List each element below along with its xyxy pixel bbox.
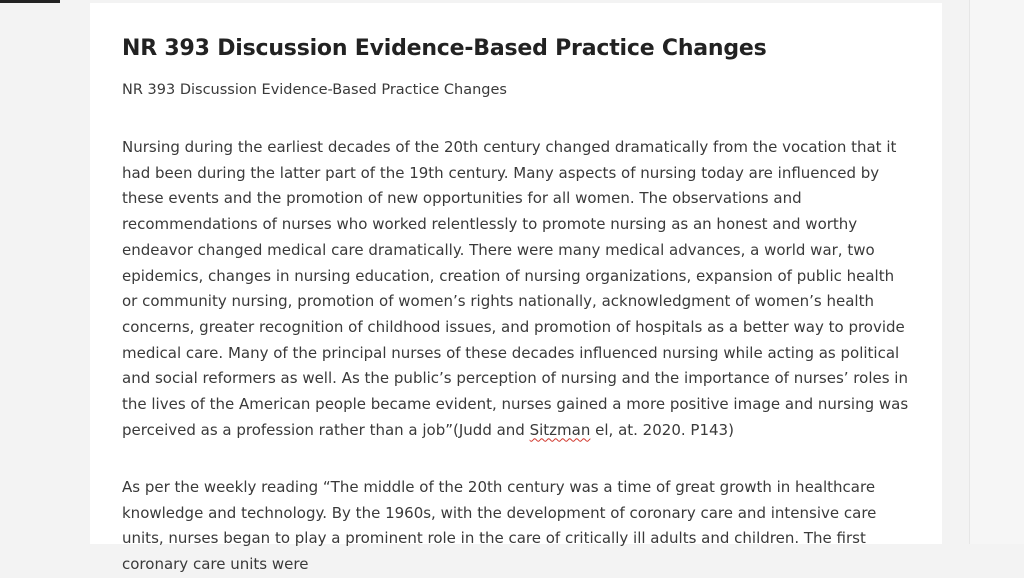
- article-subtitle: NR 393 Discussion Evidence-Based Practice Changes: [122, 82, 507, 98]
- paragraph-1-text: Nursing during the earliest decades of the 20th century changed dramatically from the vocation that it had been during the latter part of the 19th century. Many aspects of nursing today are influenced by these events and the promotion of new opportunities for all women. The observations and recommendations of nurses who worked relentlessly to promote nursing as an honest and worthy endeavor changed medical care dramatically. There were many medical advances, a world war, two epidemics, changes in nursing education, creation of nursing organizations, expansion of public health or community nursing, promotion of women’s rights nationally, acknowledgment of women’s health concerns, greater recognition of childhood issues, and promotion of hospitals as a better way to provide medical care. Many of the principal nurses of these decades influenced nursing while acting as political and social reformers as well. As the public’s perception of nursing and the importance of nurses’ roles in the lives of the American people became evident, nurses gained a more positive image and nursing was perceived as a profession rather than a job”(Judd and: [122, 138, 909, 439]
- article-card: [90, 3, 942, 574]
- paragraph-1-citation: el, at. 2020. P143): [590, 420, 734, 439]
- right-margin-strip: [969, 0, 1024, 544]
- paragraph-1: [122, 135, 912, 443]
- paragraph-2: As per the weekly reading “The middle of the 20th century was a time of great growth in healthcare knowledge and technology. By the 1960s, with the development of coronary care and intensive care units, nurses began to play a prominent role in the care of critically ill adults and children. The first coronary care units were: [122, 478, 877, 574]
- page-title: NR 393 Discussion Evidence-Based Practice Changes: [122, 36, 767, 61]
- misspelled-word[interactable]: Sitzman: [529, 420, 591, 439]
- top-tab-indicator: [0, 0, 60, 3]
